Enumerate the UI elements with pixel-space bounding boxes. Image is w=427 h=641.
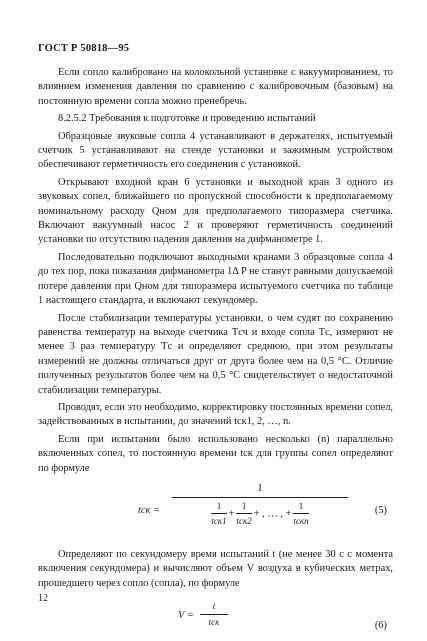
formula-5-fraction	[172, 482, 348, 533]
formula-5-lhs: tск =	[138, 504, 160, 516]
formula-5-number: (5)	[374, 504, 387, 516]
term-2: $\frac{1}{\text{tск2}}$	[236, 500, 252, 527]
paragraph-correction: Проводят, если это необходимо, корректировку постоянных времени сопел, задействованных в испытании, до значений tск1, 2, …, n.	[38, 401, 393, 428]
formula-5-numerator: 1	[257, 482, 263, 494]
standard-header: ГОСТ Р 50818—95	[38, 43, 130, 54]
page-number: 12	[38, 593, 48, 604]
term-1: $\frac{1}{\text{tск1}}$	[211, 500, 227, 527]
formula-5-ellipsis: + , … , +	[253, 508, 292, 520]
formula-6-number: (6)	[374, 620, 387, 632]
formula-6	[38, 597, 393, 635]
paragraph-connect-nozzles: Последовательно подключают выходными кранами 3 образцовые сопла 4 до тех пор, пока показания дифманометра 1Δ P не станут равными допускаемой потере давления при Qном для типоразмера испытуемого счетчика по таблице 1 настоящего стандарта, и включают секундомер.	[38, 251, 393, 307]
fraction-bar	[172, 497, 348, 498]
paragraph-calibration: Если сопло калибровано на колокольной установке с вакуумированием, то влиянием изменения давления по сравнению с калибровочным (базовым) на постоянную времени сопла можно пренебречь.	[38, 67, 393, 107]
paragraph-test-time: Определяют по секундомеру время испытаний t (не менее 30 с с момента включения секундомера) и вычисляют объем V воздуха в кубических метрах, прошедшего через сопло (сопла), по формуле	[38, 548, 393, 589]
paragraph-nozzles: Образцовые звуковые сопла 4 устанавливают в держателях, испытуемый счетчик 5 устанавливают на стенде установки и зажимным устройством обеспечивают герметичность его соединения с установкой.	[38, 130, 393, 171]
section-heading: 8.2.5.2 Требования к подготовке и проведению испытаний	[58, 113, 316, 125]
formula-6-fraction: t tск	[200, 599, 228, 629]
paragraph-open-valves: Открывают входной кран 6 установки и выходной кран 3 одного из звуковых сопел, ближайшего по пропускной способности к предполагаемому номинальному расходу Qном для предполагаемого типоразмера счетчика. Включают вакуумный насос 2 и проверяют герметичность соединений установки по отсутствию падения давления на дифманометре 1.	[38, 176, 393, 246]
term-n: $\frac{1}{\text{tскn}}$	[293, 500, 309, 527]
paragraph-parallel-nozzles: Если при испытании было использовано несколько (n) параллельно включенных сопел, то постоянную времени tск для группы сопел определяют по формуле	[38, 433, 393, 474]
formula-5	[38, 482, 393, 542]
formula-5-denominator: $\frac{1}{\text{tск1}}$ + $\frac{1}{\text{tск2}}$ + , … , + $\frac{1}{\text{tскn}}$	[172, 499, 348, 533]
paragraph-temperature: После стабилизации температуры установки, о чем судят по сохранению равенства температур на выходе счетчика Tсч и входе сопла Tс, измеряют не менее 3 раз температуру Tс и определяют среднюю, при этом результаты измерений не должны отличаться друг от друга более чем на 0,5 °С. Отличие полученных результатов более чем на 0,5 °С свидетельствует о недостаточной стабилизации температуры.	[38, 312, 393, 396]
body-text	[38, 66, 393, 641]
formula-6-lhs: V =	[178, 610, 194, 622]
